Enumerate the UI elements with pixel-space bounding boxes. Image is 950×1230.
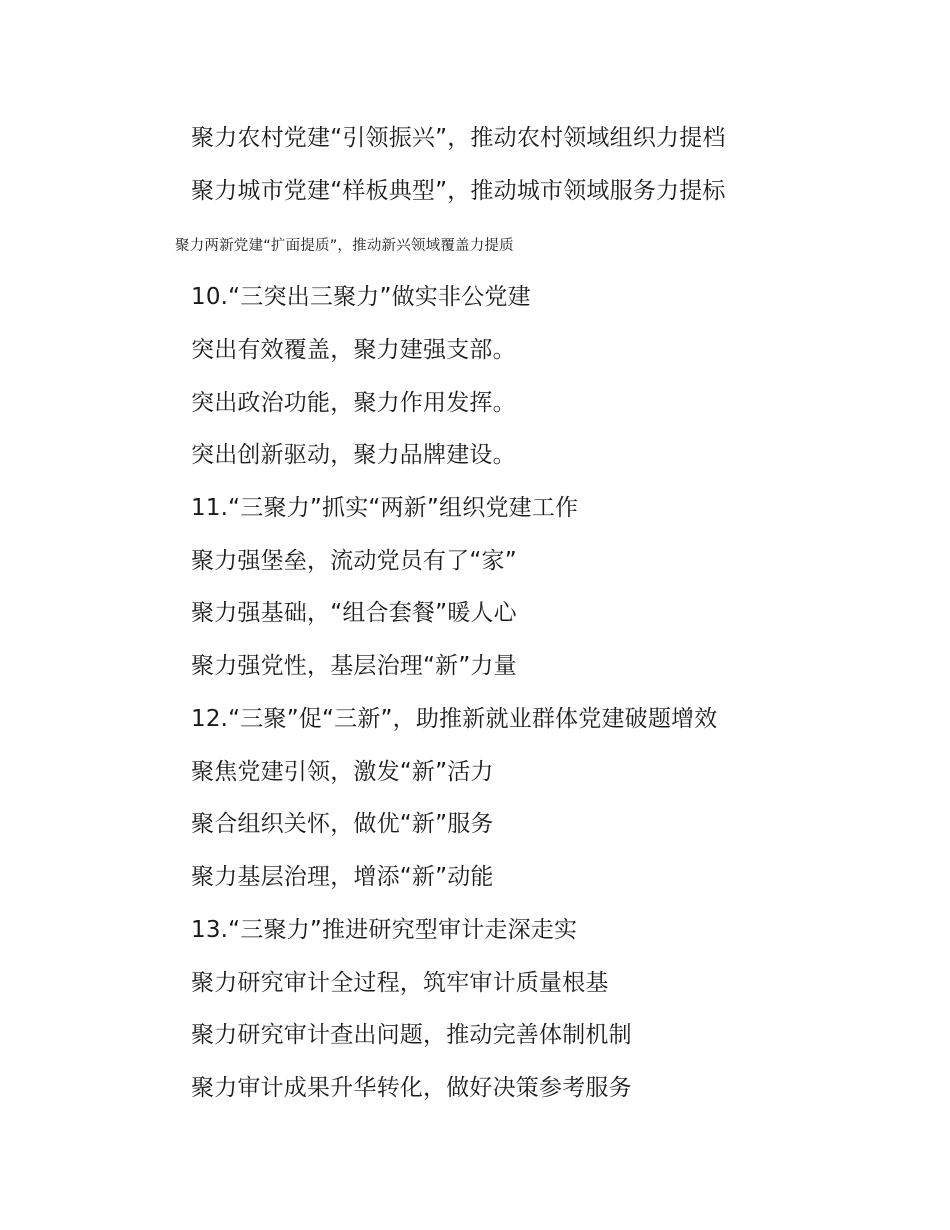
text-line: 聚力农村党建“引领振兴”，推动农村领域组织力提档 bbox=[191, 125, 726, 151]
text-line: 聚力审计成果升华转化，做好决策参考服务 bbox=[191, 1075, 632, 1101]
text-line: 聚力强基础，“组合套餐”暖人心 bbox=[191, 600, 517, 626]
text-line: 聚合组织关怀，做优“新”服务 bbox=[191, 811, 494, 837]
text-line: 突出有效覆盖，聚力建强支部。 bbox=[191, 337, 516, 363]
section-heading: 11.“三聚力”抓实“两新”组织党建工作 bbox=[191, 495, 579, 521]
text-line: 聚力研究审计全过程，筑牢审计质量根基 bbox=[191, 970, 609, 996]
section-heading: 10.“三突出三聚力”做实非公党建 bbox=[191, 284, 531, 310]
text-line: 聚力强党性，基层治理“新”力量 bbox=[191, 653, 517, 679]
text-line: 聚力两新党建“扩面提质”，推动新兴领域覆盖力提质 bbox=[175, 238, 514, 254]
text-line: 聚力基层治理，增添“新”动能 bbox=[191, 864, 494, 890]
section-heading: 12.“三聚”促“三新”，助推新就业群体党建破题增效 bbox=[191, 706, 718, 732]
section-heading: 13.“三聚力”推进研究型审计走深走实 bbox=[191, 917, 578, 943]
text-line: 突出政治功能，聚力作用发挥。 bbox=[191, 390, 516, 416]
text-line: 聚力城市党建“样板典型”，推动城市领域服务力提标 bbox=[191, 178, 726, 204]
text-line: 聚力强堡垒，流动党员有了“家” bbox=[191, 548, 517, 574]
text-line: 突出创新驱动，聚力品牌建设。 bbox=[191, 442, 516, 468]
text-line: 聚焦党建引领，激发“新”活力 bbox=[191, 759, 494, 785]
text-line: 聚力研究审计查出问题，推动完善体制机制 bbox=[191, 1022, 632, 1048]
